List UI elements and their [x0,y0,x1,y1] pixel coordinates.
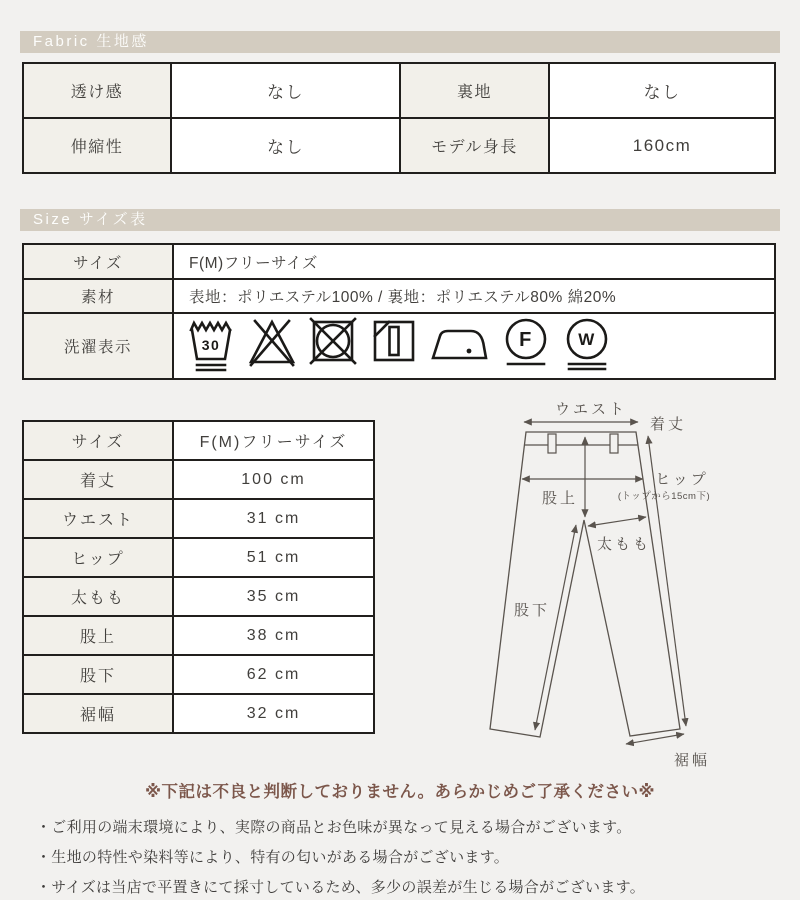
measurements-table [22,420,375,734]
measure-label: 太もも [24,578,174,617]
measure-value: 31 cm [174,500,375,539]
dry-clean-petroleum-icon [502,317,550,375]
measure-label: ヒップ [24,539,174,578]
notice-banner: ※下記は不良と判断しておりません。あらかじめご了承ください※ [144,783,656,801]
hip-label: ヒップ [655,471,709,488]
no-tumble-dry-icon [309,317,357,375]
disclaimer-item: ・ご利用の端末環境により、実際の商品とお色味が異なって見える場合がございます。 [36,819,632,836]
belt-loop-right [610,434,618,453]
measure-label: サイズ [24,422,174,461]
fabric-label-stretch: 伸縮性 [24,119,172,174]
svg-text:W: W [578,330,596,349]
belt-loop-left [548,434,556,453]
spec-label-material: 素材 [24,280,174,314]
hem-width-label: 裾幅 [673,752,711,769]
hip-note-label: (トップから15cm下) [617,491,711,502]
care-symbols-row [174,314,776,380]
measure-value: 32 cm [174,695,375,734]
svg-text:F: F [519,329,533,351]
inseam-arrow [535,525,576,730]
size-section-title: Size サイズ表 [33,211,148,228]
iron-low-heat-icon [431,317,489,375]
rise-label: 股上 [541,490,579,507]
spec-value-size: F(M)フリーサイズ [174,245,776,280]
measure-label: ウエスト [24,500,174,539]
fabric-label-model-height: モデル身長 [401,119,550,174]
no-bleach-icon [248,317,296,375]
inseam-label: 股下 [513,602,551,619]
fabric-value-model-height: 160cm [550,119,776,174]
spec-label-care: 洗濯表示 [24,314,174,380]
disclaimer-item: ・サイズは当店で平置きにて採寸しているため、多少の誤差が生じる場合がございます。 [36,879,646,896]
fabric-value-sheerness: なし [172,64,401,119]
waist-label: ウエスト [554,401,628,418]
disclaimer-list [36,813,645,900]
measure-value: 35 cm [174,578,375,617]
measure-label: 着丈 [24,461,174,500]
fabric-value-stretch: なし [172,119,401,174]
length-label: 着丈 [649,416,687,433]
thigh-label: 太もも [596,536,652,553]
fabric-table [22,62,776,174]
fabric-label-lining: 裏地 [401,64,550,119]
spec-value-material: 表地：ポリエステル100% / 裏地：ポリエステル80% 綿20% [174,280,776,314]
fabric-section-header [20,31,780,53]
fabric-label-sheerness: 透け感 [24,64,172,119]
thigh-arrow [588,517,646,526]
measure-value: 51 cm [174,539,375,578]
svg-text:30: 30 [201,337,221,353]
measure-label: 裾幅 [24,695,174,734]
wash-30-very-gentle-icon [187,317,235,375]
measure-value: 62 cm [174,656,375,695]
measure-label: 股下 [24,656,174,695]
hang-dry-in-shade-icon [370,317,418,375]
fabric-section-title: Fabric 生地感 [33,33,149,50]
spec-label-size: サイズ [24,245,174,280]
disclaimer-item: ・生地の特性や染料等により、特有の匂いがある場合がございます。 [36,849,510,866]
measure-value: 38 cm [174,617,375,656]
pants-diagram [458,392,800,780]
fabric-value-lining: なし [550,64,776,119]
measure-label: 股上 [24,617,174,656]
measure-value: F(M)フリーサイズ [174,422,375,461]
size-section-header [20,209,780,231]
wet-clean-very-gentle-icon [563,317,611,375]
spec-table [22,243,776,380]
measure-value: 100 cm [174,461,375,500]
